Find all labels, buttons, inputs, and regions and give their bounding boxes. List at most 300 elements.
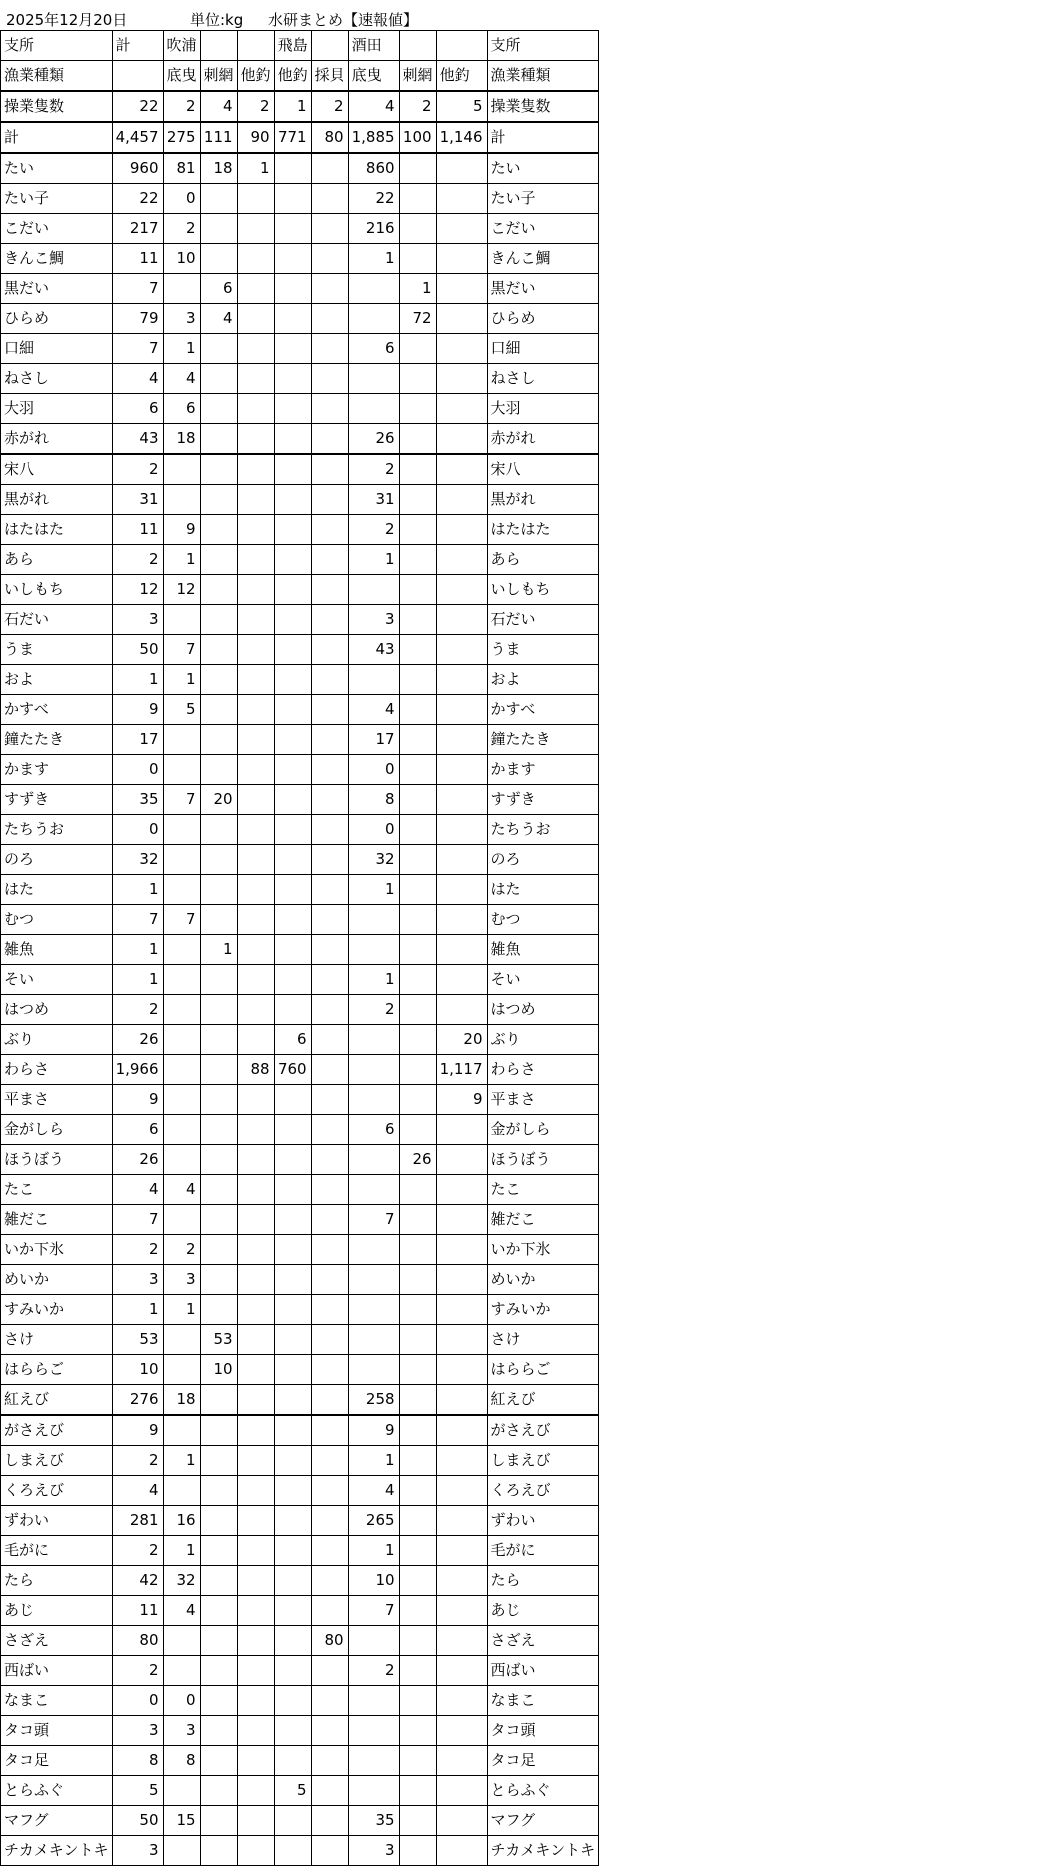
catch-value-cell: 4 (163, 1175, 200, 1205)
species-row (1, 1536, 599, 1566)
branch-label-right: 支所 (487, 31, 599, 61)
catch-value-cell (200, 394, 237, 424)
species-row (1, 364, 599, 394)
catch-value-cell: 10 (112, 1355, 163, 1385)
species-name: 紅えび (1, 1385, 113, 1416)
fishery-7: 他釣 (436, 61, 487, 92)
catch-value-cell (348, 274, 399, 304)
catch-value-cell (274, 1355, 311, 1385)
catch-value-cell (348, 1295, 399, 1325)
catch-value-cell (311, 575, 348, 605)
catch-value-cell (274, 394, 311, 424)
catch-value-cell (399, 424, 436, 455)
total-cell: 80 (311, 122, 348, 153)
species-row (1, 1506, 599, 1536)
catch-value-cell (311, 1716, 348, 1746)
fishery-label: 漁業種類 (1, 61, 113, 92)
catch-value-cell: 7 (348, 1205, 399, 1235)
species-row (1, 1776, 599, 1806)
species-row (1, 665, 599, 695)
catch-value-cell (436, 1355, 487, 1385)
fishery-0: 底曳 (163, 61, 200, 92)
catch-value-cell (274, 845, 311, 875)
catch-value-cell (311, 695, 348, 725)
catch-value-cell (200, 1776, 237, 1806)
catch-value-cell: 1 (348, 875, 399, 905)
catch-value-cell (311, 635, 348, 665)
catch-value-cell (200, 995, 237, 1025)
catch-value-cell: 11 (112, 1596, 163, 1626)
vessel-count-cell: 5 (436, 91, 487, 122)
catch-value-cell (399, 1656, 436, 1686)
catch-value-cell (237, 1295, 274, 1325)
catch-value-cell (163, 1325, 200, 1355)
vessel-count-cell: 4 (348, 91, 399, 122)
species-name-right: わらさ (487, 1055, 599, 1085)
catch-value-cell (274, 695, 311, 725)
catch-value-cell (200, 1265, 237, 1295)
catch-value-cell (274, 515, 311, 545)
catch-value-cell (399, 875, 436, 905)
catch-value-cell (200, 184, 237, 214)
catch-value-cell (163, 935, 200, 965)
catch-value-cell: 18 (163, 1385, 200, 1416)
species-name-right: ずわい (487, 1506, 599, 1536)
catch-value-cell: 32 (163, 1566, 200, 1596)
species-name: さざえ (1, 1626, 113, 1656)
catch-value-cell (200, 1025, 237, 1055)
total-cell: 100 (399, 122, 436, 153)
catch-value-cell: 2 (112, 1446, 163, 1476)
species-name: なまこ (1, 1686, 113, 1716)
catch-value-cell (237, 184, 274, 214)
catch-value-cell (200, 695, 237, 725)
catch-value-cell (399, 394, 436, 424)
catch-value-cell (274, 214, 311, 244)
catch-value-cell (348, 1716, 399, 1746)
species-name-right: 黒だい (487, 274, 599, 304)
catch-value-cell: 1 (348, 1536, 399, 1566)
catch-value-cell (237, 1806, 274, 1836)
species-name: はつめ (1, 995, 113, 1025)
catch-value-cell: 3 (348, 605, 399, 635)
catch-value-cell: 2 (348, 1656, 399, 1686)
catch-value-cell (200, 485, 237, 515)
catch-value-cell (274, 1626, 311, 1656)
catch-value-cell (399, 545, 436, 575)
species-row (1, 1476, 599, 1506)
catch-value-cell (399, 1025, 436, 1055)
catch-value-cell (200, 1446, 237, 1476)
catch-value-cell (436, 875, 487, 905)
catch-value-cell (311, 214, 348, 244)
catch-value-cell (311, 995, 348, 1025)
catch-value-cell (399, 364, 436, 394)
species-name-right: チカメキントキ (487, 1836, 599, 1866)
catch-value-cell (399, 1746, 436, 1776)
catch-value-cell: 1 (237, 153, 274, 184)
catch-value-cell (274, 1325, 311, 1355)
catch-value-cell: 4 (112, 1175, 163, 1205)
species-row (1, 1385, 599, 1416)
species-row (1, 1355, 599, 1385)
catch-value-cell (237, 334, 274, 364)
species-name: タコ足 (1, 1746, 113, 1776)
species-name: あじ (1, 1596, 113, 1626)
catch-value-cell (200, 1235, 237, 1265)
species-name-right: すみいか (487, 1295, 599, 1325)
species-row (1, 785, 599, 815)
catch-value-cell: 760 (274, 1055, 311, 1085)
catch-value-cell: 17 (112, 725, 163, 755)
catch-value-cell: 7 (163, 905, 200, 935)
species-row (1, 1055, 599, 1085)
catch-value-cell (348, 1626, 399, 1656)
catch-value-cell (200, 244, 237, 274)
catch-value-cell: 7 (112, 274, 163, 304)
catch-value-cell (436, 785, 487, 815)
vessel-count-cell: 2 (163, 91, 200, 122)
catch-value-cell: 1,117 (436, 1055, 487, 1085)
catch-value-cell (436, 153, 487, 184)
catch-value-cell (348, 1325, 399, 1355)
catch-value-cell (399, 1055, 436, 1085)
catch-value-cell (436, 1415, 487, 1446)
catch-value-cell (436, 725, 487, 755)
catch-value-cell (237, 605, 274, 635)
catch-value-cell (311, 364, 348, 394)
species-row (1, 1175, 599, 1205)
catch-value-cell (311, 1325, 348, 1355)
catch-value-cell (311, 424, 348, 455)
catch-value-cell (436, 965, 487, 995)
catch-value-cell (436, 274, 487, 304)
species-name: 西ばい (1, 1656, 113, 1686)
catch-value-cell (163, 1626, 200, 1656)
catch-value-cell: 3 (112, 605, 163, 635)
catch-value-cell (200, 1836, 237, 1866)
vessel-count-label-right: 操業隻数 (487, 91, 599, 122)
species-row (1, 334, 599, 364)
catch-value-cell (436, 1596, 487, 1626)
catch-value-cell: 1 (399, 274, 436, 304)
catch-value-cell (200, 1566, 237, 1596)
catch-value-cell (311, 1415, 348, 1446)
catch-value-cell (237, 545, 274, 575)
catch-value-cell (274, 815, 311, 845)
total-label: 計 (1, 122, 113, 153)
species-name-right: くろえび (487, 1476, 599, 1506)
species-row (1, 244, 599, 274)
catch-value-cell (163, 1205, 200, 1235)
catch-value-cell (163, 485, 200, 515)
species-name-right: いか下氷 (487, 1235, 599, 1265)
catch-value-cell (274, 1746, 311, 1776)
catch-value-cell: 26 (348, 424, 399, 455)
species-row (1, 214, 599, 244)
catch-value-cell (436, 1115, 487, 1145)
species-name: 黒だい (1, 274, 113, 304)
species-row (1, 605, 599, 635)
catch-value-cell (348, 304, 399, 334)
species-name: たちうお (1, 815, 113, 845)
catch-value-cell: 80 (112, 1626, 163, 1656)
species-name-right: タコ頭 (487, 1716, 599, 1746)
catch-value-cell (274, 364, 311, 394)
catch-value-cell (348, 1265, 399, 1295)
catch-value-cell (311, 875, 348, 905)
catch-value-cell (237, 454, 274, 485)
catch-value-cell: 6 (274, 1025, 311, 1055)
catch-value-cell: 2 (112, 1235, 163, 1265)
species-name-right: むつ (487, 905, 599, 935)
catch-value-cell: 10 (163, 244, 200, 274)
total-cell: 771 (274, 122, 311, 153)
catch-value-cell: 18 (163, 424, 200, 455)
catch-value-cell (237, 1235, 274, 1265)
catch-value-cell (436, 394, 487, 424)
species-row (1, 1626, 599, 1656)
species-row (1, 1145, 599, 1175)
species-row (1, 1265, 599, 1295)
catch-value-cell: 12 (163, 575, 200, 605)
catch-value-cell (274, 1806, 311, 1836)
species-row (1, 1446, 599, 1476)
species-name-right: たい子 (487, 184, 599, 214)
species-name-right: いしもち (487, 575, 599, 605)
catch-value-cell (311, 1115, 348, 1145)
catch-value-cell (436, 424, 487, 455)
species-row (1, 515, 599, 545)
catch-value-cell: 1 (348, 965, 399, 995)
branch-header-row (1, 31, 599, 61)
catch-value-cell (399, 1776, 436, 1806)
catch-value-cell (274, 1446, 311, 1476)
catch-value-cell: 5 (274, 1776, 311, 1806)
branch-fukura: 吹浦 (163, 31, 200, 61)
species-name: むつ (1, 905, 113, 935)
catch-value-cell (200, 334, 237, 364)
catch-value-cell (274, 244, 311, 274)
catch-value-cell: 10 (200, 1355, 237, 1385)
catch-value-cell: 0 (112, 815, 163, 845)
catch-value-cell (399, 1175, 436, 1205)
catch-value-cell (163, 1656, 200, 1686)
catch-value-cell: 3 (112, 1716, 163, 1746)
catch-value-cell (163, 605, 200, 635)
catch-value-cell: 12 (112, 575, 163, 605)
catch-value-cell (163, 845, 200, 875)
species-row (1, 1656, 599, 1686)
catch-value-cell (274, 1175, 311, 1205)
catch-value-cell (200, 1385, 237, 1416)
catch-value-cell: 4 (163, 1596, 200, 1626)
species-name-right: あら (487, 545, 599, 575)
catch-value-cell (274, 424, 311, 455)
catch-value-cell: 0 (163, 184, 200, 214)
catch-value-cell (200, 1085, 237, 1115)
catch-value-cell (200, 875, 237, 905)
catch-value-cell (274, 665, 311, 695)
catch-value-cell (200, 1055, 237, 1085)
catch-value-cell: 4 (163, 364, 200, 394)
catch-value-cell (436, 1536, 487, 1566)
species-row (1, 1566, 599, 1596)
catch-value-cell (311, 1085, 348, 1115)
catch-value-cell: 0 (348, 755, 399, 785)
catch-value-cell (348, 935, 399, 965)
catch-value-cell (399, 1385, 436, 1416)
catch-value-cell (274, 635, 311, 665)
catch-value-cell: 1 (163, 665, 200, 695)
species-name-right: たら (487, 1566, 599, 1596)
species-row (1, 995, 599, 1025)
species-name: すずき (1, 785, 113, 815)
species-name-right: なまこ (487, 1686, 599, 1716)
species-name: 赤がれ (1, 424, 113, 455)
fishery-1: 刺網 (200, 61, 237, 92)
catch-value-cell (399, 454, 436, 485)
catch-value-cell: 1 (112, 875, 163, 905)
species-row (1, 1596, 599, 1626)
catch-value-cell (200, 214, 237, 244)
catch-value-cell (311, 545, 348, 575)
species-row (1, 1716, 599, 1746)
catch-value-cell: 2 (348, 515, 399, 545)
species-name-right: 赤がれ (487, 424, 599, 455)
catch-value-cell (274, 1566, 311, 1596)
catch-value-cell (436, 755, 487, 785)
catch-value-cell (311, 905, 348, 935)
species-name-right: 石だい (487, 605, 599, 635)
catch-value-cell: 2 (112, 545, 163, 575)
catch-value-cell (311, 1776, 348, 1806)
catch-value-cell (200, 1536, 237, 1566)
catch-value-cell (436, 1806, 487, 1836)
catch-value-cell (436, 635, 487, 665)
species-name-right: たこ (487, 1175, 599, 1205)
catch-value-cell: 8 (348, 785, 399, 815)
catch-value-cell (237, 1325, 274, 1355)
catch-value-cell (237, 1025, 274, 1055)
catch-value-cell (436, 1656, 487, 1686)
catch-value-cell (399, 695, 436, 725)
catch-value-cell (163, 1115, 200, 1145)
catch-value-cell (200, 364, 237, 394)
catch-value-cell: 31 (348, 485, 399, 515)
catch-value-cell: 9 (348, 1415, 399, 1446)
catch-value-cell: 258 (348, 1385, 399, 1416)
catch-value-cell: 6 (112, 394, 163, 424)
catch-value-cell (311, 1175, 348, 1205)
species-name-right: ぶり (487, 1025, 599, 1055)
catch-value-cell (274, 755, 311, 785)
catch-value-cell (399, 635, 436, 665)
catch-value-cell: 860 (348, 153, 399, 184)
catch-value-cell (274, 785, 311, 815)
catch-value-cell: 18 (200, 153, 237, 184)
catch-value-cell (399, 1205, 436, 1235)
species-name-right: たい (487, 153, 599, 184)
catch-value-cell (436, 575, 487, 605)
catch-value-cell (237, 905, 274, 935)
catch-value-cell (163, 755, 200, 785)
catch-value-cell: 7 (163, 635, 200, 665)
catch-value-cell (436, 1235, 487, 1265)
species-name-right: うま (487, 635, 599, 665)
species-name-right: 雑魚 (487, 935, 599, 965)
species-name: マフグ (1, 1806, 113, 1836)
catch-value-cell (436, 605, 487, 635)
catch-value-cell: 0 (112, 755, 163, 785)
catch-value-cell (399, 845, 436, 875)
species-name-right: 宋八 (487, 454, 599, 485)
catch-value-cell (436, 935, 487, 965)
catch-value-cell: 16 (163, 1506, 200, 1536)
catch-value-cell (348, 905, 399, 935)
catch-value-cell (237, 1686, 274, 1716)
catch-value-cell (311, 1385, 348, 1416)
catch-value-cell: 0 (112, 1686, 163, 1716)
catch-value-cell (399, 1716, 436, 1746)
catch-value-cell (237, 695, 274, 725)
species-name-right: がさえび (487, 1415, 599, 1446)
catch-value-cell (274, 1295, 311, 1325)
catch-value-cell (436, 184, 487, 214)
catch-value-cell: 9 (436, 1085, 487, 1115)
catch-value-cell (436, 1325, 487, 1355)
vessel-count-cell: 2 (237, 91, 274, 122)
catch-value-cell (399, 785, 436, 815)
catch-value-cell (399, 1295, 436, 1325)
catch-value-cell: 26 (399, 1145, 436, 1175)
catch-value-cell (274, 1205, 311, 1235)
catch-value-cell (200, 1686, 237, 1716)
catch-value-cell: 5 (163, 695, 200, 725)
species-row (1, 905, 599, 935)
catch-value-cell: 1 (348, 244, 399, 274)
species-row (1, 815, 599, 845)
catch-value-cell (399, 214, 436, 244)
catch-value-cell (200, 575, 237, 605)
species-name-right: すずき (487, 785, 599, 815)
catch-value-cell (436, 1716, 487, 1746)
catch-value-cell (274, 1716, 311, 1746)
catch-value-cell (237, 515, 274, 545)
catch-value-cell: 0 (348, 815, 399, 845)
species-name-right: 紅えび (487, 1385, 599, 1416)
catch-value-cell (163, 995, 200, 1025)
species-name-right: 西ばい (487, 1656, 599, 1686)
catch-value-cell (348, 1746, 399, 1776)
catch-value-cell: 3 (163, 304, 200, 334)
vessel-count-row (1, 91, 599, 122)
catch-value-cell (274, 1385, 311, 1416)
catch-value-cell (200, 1476, 237, 1506)
species-row (1, 1746, 599, 1776)
catch-value-cell (200, 1295, 237, 1325)
catch-value-cell: 2 (112, 1536, 163, 1566)
catch-value-cell (237, 1385, 274, 1416)
catch-value-cell: 0 (163, 1686, 200, 1716)
catch-value-cell (274, 1686, 311, 1716)
catch-value-cell (348, 1776, 399, 1806)
species-row (1, 1085, 599, 1115)
catch-value-cell: 6 (112, 1115, 163, 1145)
species-row (1, 485, 599, 515)
species-name: 金がしら (1, 1115, 113, 1145)
catch-value-cell (311, 935, 348, 965)
